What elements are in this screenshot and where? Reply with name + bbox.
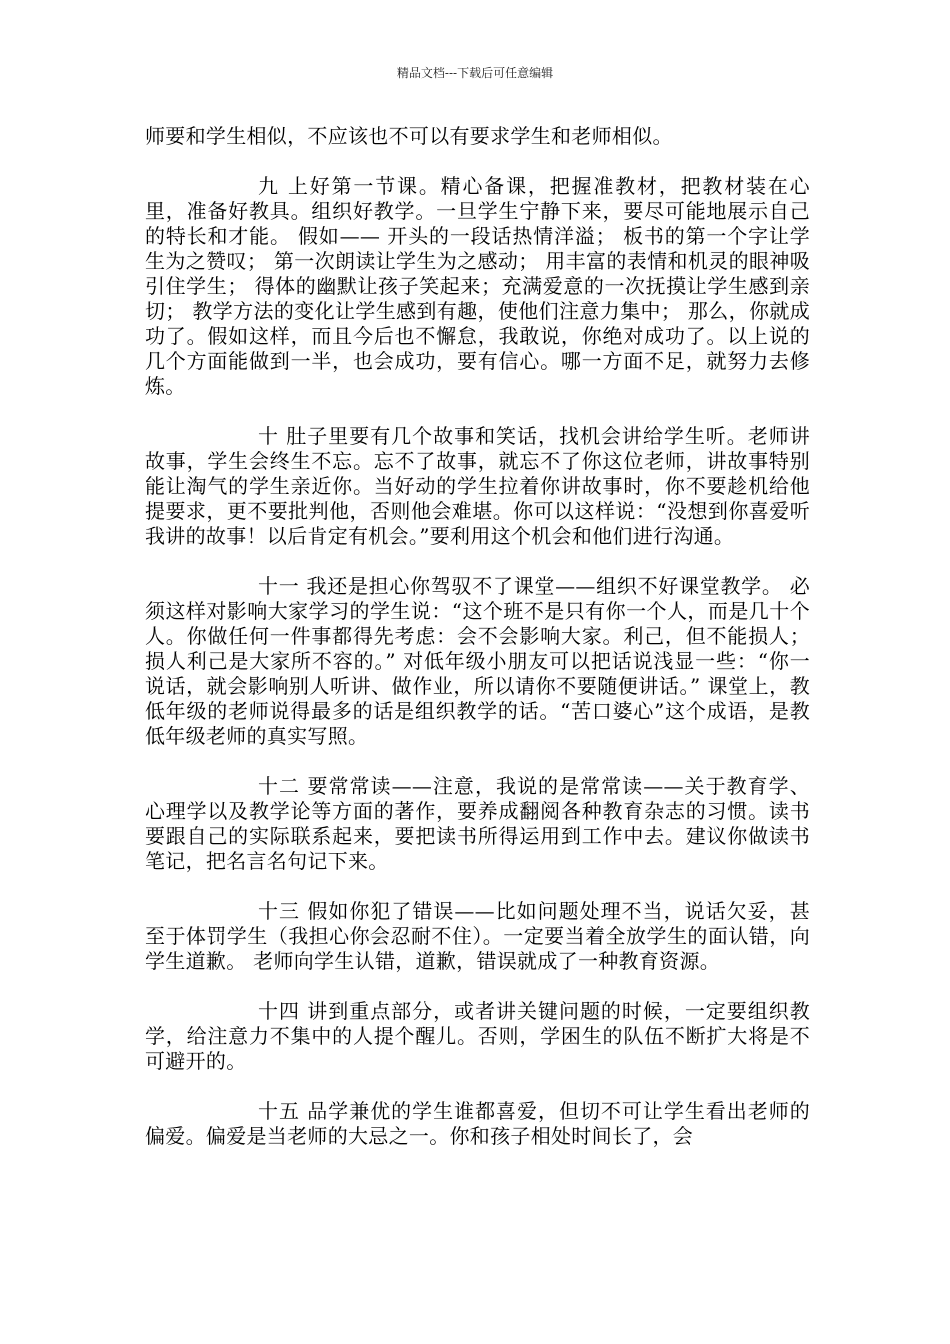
paragraph-13: 十三 假如你犯了错误——比如问题处理不当，说话欠妥，甚至于体罚学生（我担心你会忍耐不住）。一定要当着全放学生的面认错，向学生道歉。 老师向学生认错，道歉，错误就成了一种教育资源。 bbox=[145, 899, 810, 973]
page-header: 精品文档---下载后可任意编辑 bbox=[396, 66, 554, 80]
paragraph-10: 十 肚子里要有几个故事和笑话，找机会讲给学生听。老师讲故事，学生会终生不忘。忘不了故事，就忘不了你这位老师，讲故事特别能让淘气的学生亲近你。当好动的学生拉着你讲故事时，你不要趁机给他提要求，更不要批判他，否则他会难堪。你可以这样说：“没想到你喜爱听我讲的故事！以后肯定有机会。”要利用这个机会和他们进行沟通。 bbox=[145, 424, 810, 548]
paragraph-15: 十五 品学兼优的学生谁都喜爱，但切不可让学生看出老师的偏爱。偏爱是当老师的大忌之一。你和孩子相处时间长了，会 bbox=[145, 1099, 810, 1148]
paragraph-continuation: 师要和学生相似，不应该也不可以有要求学生和老师相似。 bbox=[145, 124, 673, 148]
paragraph-9: 九 上好第一节课。精心备课，把握准教材，把教材装在心里，准备好教具。组织好教学。一旦学生宁静下来，要尽可能地展示自己的特长和才能。 假如—— 开头的一段话热情洋溢； 板书的第一个字让学生为之赞叹； 第一次朗读让学生为之感动； 用丰富的表情和机灵的眼神吸引住学生； 得体的幽默让孩子笑起来；充满爱意的一次抚摸让学生感到亲切； 教学方法的变化让学生感到有趣，使他们注意力集中； 那么，你就成功了。假如这样，而且今后也不懈怠，我敢说，你绝对成功了。以上说的几个方面能做到一半，也会成功，要有信心。哪一方面不足，就努力去修炼。 bbox=[145, 174, 810, 398]
paragraph-11: 十一 我还是担心你驾驭不了课堂——组织不好课堂教学。 必须这样对影响大家学习的学生说：“这个班不是只有你一个人，而是几十个人。你做任何一件事都得先考虑：会不会影响大家。利己，但不能损人；损人利己是大家所不容的。” 对低年级小朋友可以把话说浅显一些：“你一说话，就会影响别人听讲、做作业，所以请你不要随便讲话。” 课堂上，教低年级的老师说得最多的话是组织教学的话。“苦口婆心”这个成语，是教低年级老师的真实写照。 bbox=[145, 574, 810, 748]
paragraph-14: 十四 讲到重点部分，或者讲关键问题的时候，一定要组织教学，给注意力不集中的人提个醒儿。否则，学困生的队伍不断扩大将是不可避开的。 bbox=[145, 999, 810, 1073]
document-body bbox=[145, 124, 810, 1149]
paragraph-12: 十二 要常常读——注意，我说的是常常读——关于教育学、心理学以及教学论等方面的著作，要养成翻阅各种教育杂志的习惯。读书要跟自己的实际联系起来，要把读书所得运用到工作中去。建议你做读书笔记，把名言名句记下来。 bbox=[145, 774, 810, 873]
